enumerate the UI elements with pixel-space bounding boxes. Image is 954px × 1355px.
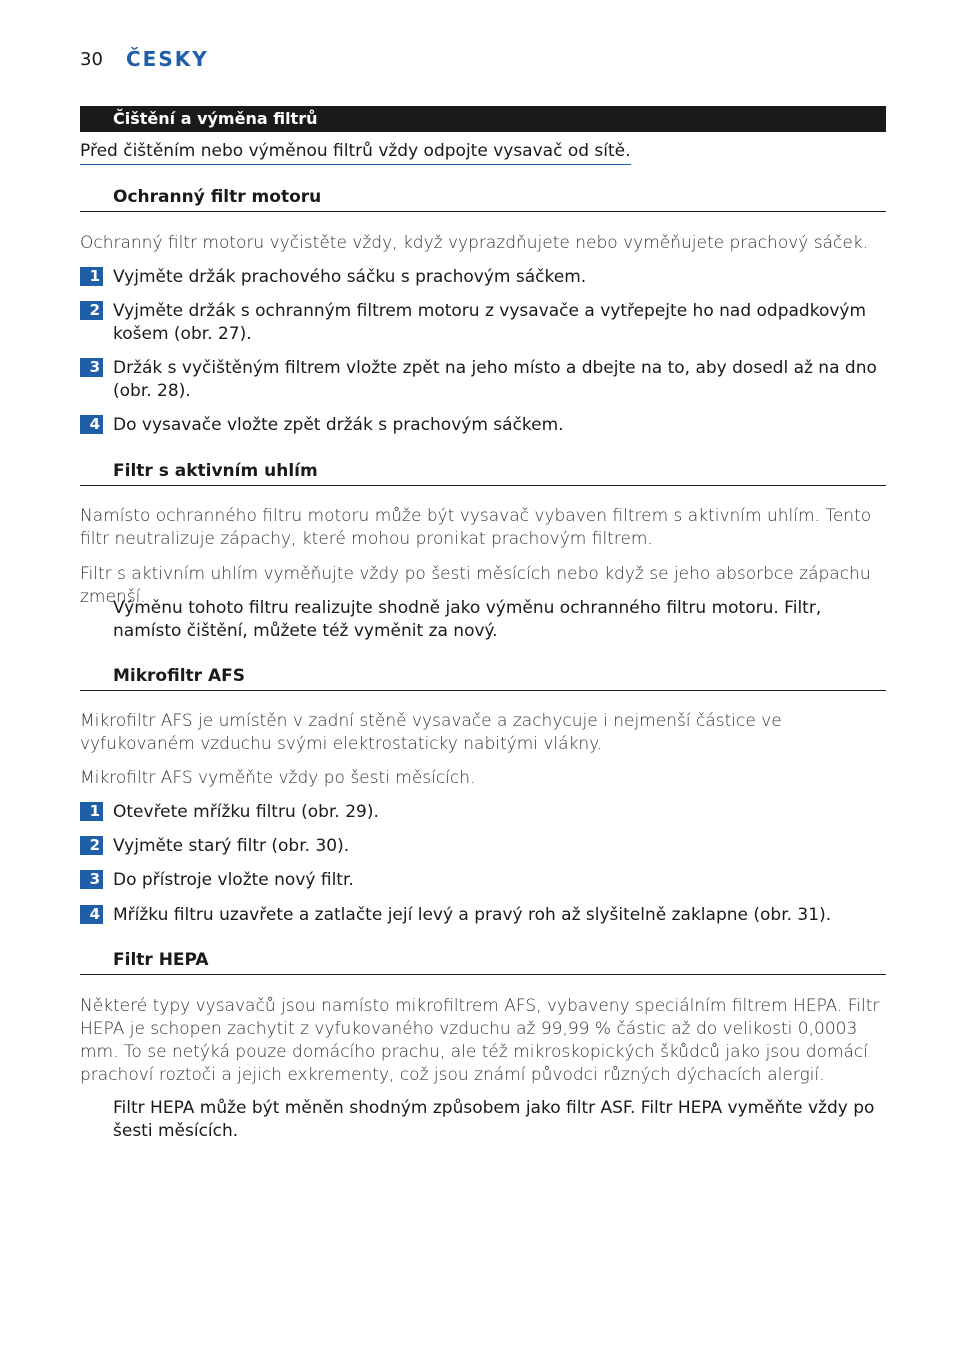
page-number: 30 [80, 49, 103, 70]
language-label: ČESKY [126, 47, 209, 71]
step-item [80, 266, 886, 289]
hepa-filter-note: Filtr HEPA může být měněn shodným způsobem jako filtr ASF. Filtr HEPA vyměňte vždy po šesti měsících. [113, 1098, 875, 1141]
carbon-filter-para2: Filtr s aktivním uhlím vyměňujte vždy po šesti měsících nebo když se jeho absorbce zápachu zmenší. [80, 564, 871, 607]
step-item [80, 300, 886, 346]
motor-filter-heading [80, 187, 886, 212]
step-text: Otevřete mřížku filtru (obr. 29). [113, 802, 379, 822]
step-text: Do přístroje vložte nový filtr. [113, 870, 354, 890]
section-title-bar [80, 106, 886, 132]
step-number: 2 [80, 836, 103, 855]
motor-filter-intro: Ochranný filtr motoru vyčistěte vždy, když vyprazdňujete nebo vyměňujete prachový sáček. [80, 233, 869, 253]
hepa-filter-para1: Některé typy vysavačů jsou namísto mikrofiltrem AFS, vybaveny speciálním filtrem HEPA. Filtr HEPA je schopen zachytit z vyfukovaného vzduchu až 99,99 % částic až do velikosti 0,0003 mm. To se netýká pouze domácího prachu, ale též mikroskopických škůdců jako jsou domácí prachoví roztoči a jejich exkrementy, což jsou známí původci různých dýchacích alergií. [80, 996, 880, 1085]
warning-text: Před čištěním nebo výměnou filtrů vždy odpojte vysavač od sítě. [80, 141, 631, 165]
afs-filter-para2: Mikrofiltr AFS vyměňte vždy po šesti měsících. [80, 768, 476, 788]
step-number: 1 [80, 802, 103, 821]
afs-filter-para1: Mikrofiltr AFS je umístěn v zadní stěně vysavače a zachycuje i nejmenší částice ve vyfukovaném vzduchu svými elektrostaticky nabitými vlákny. [80, 711, 782, 754]
step-number: 2 [80, 301, 103, 320]
step-text: Držák s vyčištěným filtrem vložte zpět na jeho místo a dbejte na to, aby dosedl až na dno (obr. 28). [113, 358, 877, 401]
step-text: Do vysavače vložte zpět držák s prachovým sáčkem. [113, 415, 564, 435]
carbon-filter-note: Výměnu tohoto filtru realizujte shodně jako výměnu ochranného filtru motoru. Filtr, namísto čištění, můžete též vyměnit za nový. [113, 598, 822, 641]
step-text: Vyjměte držák prachového sáčku s prachovým sáčkem. [113, 267, 587, 287]
step-item [80, 835, 886, 858]
step-number: 1 [80, 267, 103, 286]
step-item [80, 869, 886, 892]
step-item [80, 414, 886, 437]
step-item [80, 801, 886, 824]
step-text: Vyjměte starý filtr (obr. 30). [113, 836, 350, 856]
step-number: 3 [80, 358, 103, 377]
hepa-filter-heading-text: Filtr HEPA [113, 950, 209, 970]
carbon-filter-heading [80, 461, 886, 486]
motor-filter-heading-text: Ochranný filtr motoru [113, 187, 322, 207]
step-number: 4 [80, 415, 103, 434]
step-text: Mřížku filtru uzavřete a zatlačte její levý a pravý roh až slyšitelně zaklapne (obr. 31). [113, 905, 832, 925]
carbon-filter-heading-text: Filtr s aktivním uhlím [113, 461, 318, 481]
step-item [80, 904, 886, 927]
step-number: 4 [80, 905, 103, 924]
step-item [80, 357, 886, 403]
afs-filter-heading [80, 666, 886, 691]
hepa-filter-heading [80, 950, 886, 975]
carbon-filter-para1: Namísto ochranného filtru motoru může být vysavač vybaven filtrem s aktivním uhlím. Tento filtr neutralizuje zápachy, které mohou pronikat prachovým filtrem. [80, 506, 872, 549]
step-text: Vyjměte držák s ochranným filtrem motoru z vysavače a vytřepejte ho nad odpadkovým košem (obr. 27). [113, 301, 867, 344]
step-number: 3 [80, 870, 103, 889]
afs-filter-heading-text: Mikrofiltr AFS [113, 666, 245, 686]
section-title: Čištění a výměna filtrů [113, 109, 318, 128]
